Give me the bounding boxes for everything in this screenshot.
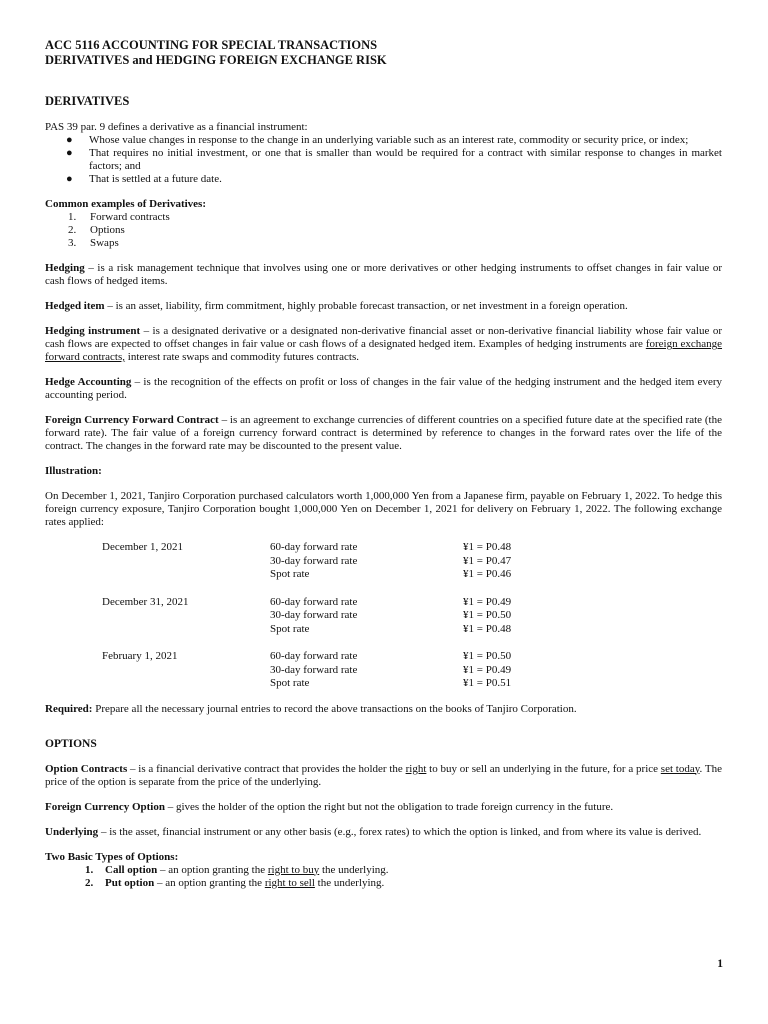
list-item: 2. Put option – an option granting the right to sell the underlying. — [85, 876, 385, 889]
hedging-instrument-definition: Hedging instrument – is a designated derivative or a designated non-derivative financial asset or non-derivative financial liability whose fair value or cash flows are expected to offset changes in fair value or cash flows of a designated hedged item. Examples of hedging instruments are foreign exchange forward contracts, interest rate swaps and commodity futures contracts. — [45, 325, 723, 363]
list-item: ● That requires no initial investment, or one that is smaller than would be required for a contract with similar response to changes in market factors; and — [66, 147, 722, 172]
hedge-accounting-definition: Hedge Accounting – is the recognition of the effects on profit or loss of changes in the fair value of the hedging instrument and the hedged item every accounting period. — [45, 376, 722, 401]
table-row: February 1, 2021 60-day forward rate ¥1 = P0.50 — [102, 650, 512, 662]
course-title: ACC 5116 ACCOUNTING FOR SPECIAL TRANSACTIONS — [45, 38, 378, 52]
underlying-definition: Underlying – is the asset, financial instrument or any other basis (e.g., forex rates) to which the option is linked, and from where its value is derived. — [45, 825, 702, 838]
required-instruction: Required: Prepare all the necessary journal entries to record the above transactions on the books of Tanjiro Corporation. — [45, 702, 577, 715]
table-row: Spot rate ¥1 = P0.48 — [270, 622, 512, 635]
table-row: Spot rate ¥1 = P0.46 — [270, 568, 512, 580]
list-item: ● That is settled at a future date. — [66, 173, 222, 185]
table-row: 30-day forward rate ¥1 = P0.50 — [270, 609, 512, 621]
list-item: 3. Swaps — [68, 237, 119, 249]
hedging-definition: Hedging – is a risk management technique that involves using one or more derivatives or other hedging instruments to offset changes in fair value or cash flows of hedged items. — [45, 262, 722, 287]
table-row: December 31, 2021 60-day forward rate ¥1 = P0.49 — [102, 595, 512, 608]
derivative-definition-intro: PAS 39 par. 9 defines a derivative as a financial instrument: — [45, 121, 308, 133]
illustration-text: On December 1, 2021, Tanjiro Corporation purchased calculators worth 1,000,000 Yen from a Japanese firm, payable on February 1, 2022. To hedge this foreign currency exposure, Tanjiro Corporation bought 1,000,000 Yen on December 1, 2021 for delivery on February 1, 2022. The following exchange rates applied: — [45, 490, 722, 528]
document-subtitle: DERIVATIVES and HEDGING FOREIGN EXCHANGE RISK — [45, 53, 387, 67]
option-types-list — [45, 864, 722, 890]
list-item: ● Whose value changes in response to the change in an underlying variable such as an interest rate, commodity or security price, or index; — [66, 134, 689, 146]
option-contracts-definition: Option Contracts – is a financial derivative contract that provides the holder the right to buy or sell an underlying in the future, for a price set today. The price of the option is separate from the price of the underlying. — [45, 762, 722, 788]
document-page — [45, 38, 722, 890]
option-types-heading: Two Basic Types of Options: — [45, 850, 179, 863]
examples-heading: Common examples of Derivatives: — [45, 198, 206, 210]
list-item: 1. Call option – an option granting the right to buy the underlying. — [85, 863, 389, 876]
rate-group — [102, 541, 722, 582]
table-row: December 1, 2021 60-day forward rate ¥1 = P0.48 — [102, 541, 512, 553]
list-item: 2. Options — [68, 224, 125, 236]
bullet-icon: ● — [66, 147, 73, 159]
table-row: 30-day forward rate ¥1 = P0.49 — [270, 663, 512, 676]
illustration-heading: Illustration: — [45, 465, 102, 477]
list-item: 1. Forward contracts — [68, 211, 170, 223]
bullet-icon: ● — [66, 173, 73, 185]
rate-group — [102, 650, 722, 691]
exchange-rates-table — [102, 541, 722, 691]
table-row: Spot rate ¥1 = P0.51 — [270, 677, 512, 689]
bullet-icon: ● — [66, 134, 73, 146]
table-row: 30-day forward rate ¥1 = P0.47 — [270, 554, 512, 567]
derivative-criteria-list — [45, 134, 722, 186]
foreign-currency-option-definition: Foreign Currency Option – gives the holder of the option the right but not the obligation to trade foreign currency in the future. — [45, 800, 614, 813]
derivatives-heading: DERIVATIVES — [45, 94, 130, 108]
forward-contract-definition: Foreign Currency Forward Contract – is an agreement to exchange currencies of different countries on a specified future date at the specified rate (the forward rate). The fair value of a foreign currency forward contract is determined by reference to changes in the forward rates over the life of the contract. The changes in the forward rate may be discounted to the present value. — [45, 414, 722, 452]
rate-group — [102, 596, 722, 637]
options-heading: OPTIONS — [45, 737, 97, 750]
examples-list — [45, 211, 722, 250]
page-number: 1 — [717, 958, 723, 970]
hedged-item-definition: Hedged item – is an asset, liability, firm commitment, highly probable forecast transaction, or net investment in a foreign operation. — [45, 300, 628, 312]
